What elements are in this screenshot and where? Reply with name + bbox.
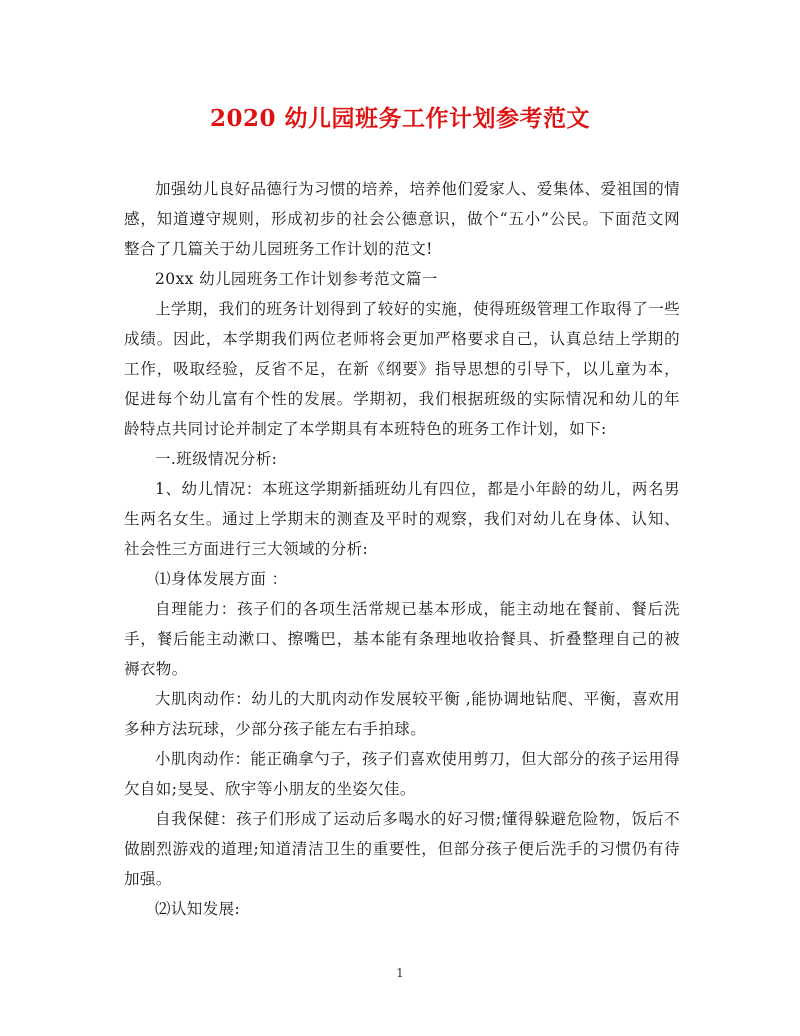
body-paragraph: 小肌肉动作：能正确拿勺子，孩子们喜欢使用剪刀，但大部分的孩子运用得欠自如;旻旻、欣宇等小朋友的坐姿欠佳。 [124,750,680,798]
document-body [124,174,680,924]
body-paragraph: 自理能力：孩子们的各项生活常规已基本形成，能主动地在餐前、餐后洗手，餐后能主动漱口、擦嘴巴，基本能有条理地收拾餐具、折叠整理自己的被褥衣物。 [124,600,680,678]
page-number: 1 [396,966,404,980]
document-title: 2020 幼儿园班务工作计划参考范文 [209,105,591,132]
body-paragraph: 大肌肉动作：幼儿的大肌肉动作发展较平衡 ,能协调地钻爬、平衡，喜欢用多种方法玩球，少部分孩子能左右手拍球。 [124,690,680,738]
body-paragraph: 自我保健：孩子们形成了运动后多喝水的好习惯;懂得躲避危险物，饭后不做剧烈游戏的道理;知道清洁卫生的重要性，但部分孩子便后洗手的习惯仍有待加强。 [124,810,680,888]
intro-paragraph: 加强幼儿良好品德行为习惯的培养，培养他们爱家人、爱集体、爱祖国的情感，知道遵守规则，形成初步的社会公德意识，做个“五小”公民。下面范文网整合了几篇关于幼儿园班务工作计划的范文! [124,180,680,258]
section-heading: 20xx 幼儿园班务工作计划参考范文篇一 [155,270,438,288]
section-heading: 一.班级情况分析: [155,450,278,468]
body-paragraph: 上学期，我们的班务计划得到了较好的实施，使得班级管理工作取得了一些成绩。因此，本学期我们两位老师将会更加严格要求自己，认真总结上学期的工作，吸取经验，反省不足，在新《纲要》指导思想的引导下，以儿童为本，促进每个幼儿富有个性的发展。学期初，我们根据班级的实际情况和幼儿的年龄特点共同讨论并制定了本学期具有本班特色的班务工作计划，如下: [124,300,680,438]
subsection-heading: ⑵认知发展: [155,900,241,918]
body-paragraph: 1、幼儿情况：本班这学期新插班幼儿有四位，都是小年龄的幼儿，两名男生两名女生。通过上学期末的测查及平时的观察，我们对幼儿在身体、认知、社会性三方面进行三大领域的分析: [124,480,680,558]
subsection-heading: ⑴身体发展方面 ： [155,570,288,588]
